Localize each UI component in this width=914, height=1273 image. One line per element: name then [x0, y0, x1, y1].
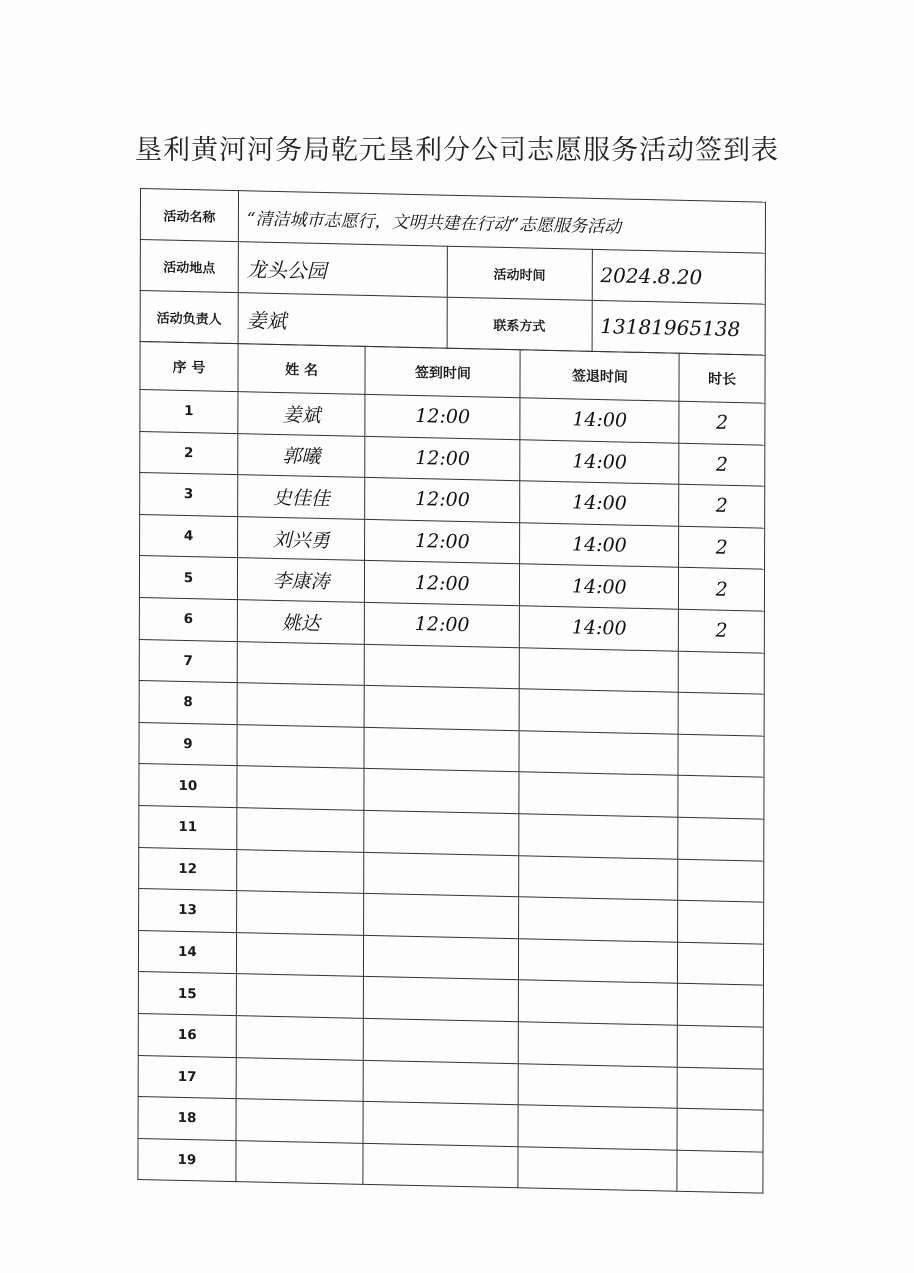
row-name	[237, 641, 365, 685]
row-name	[236, 974, 364, 1018]
row-signout-time: 14:00	[520, 564, 679, 609]
row-signin-time: 12:00	[365, 436, 520, 481]
row-name	[237, 683, 365, 727]
row-signin-time	[363, 1060, 518, 1105]
row-name	[237, 766, 365, 810]
row-duration	[678, 1025, 764, 1068]
row-number: 16	[138, 1013, 236, 1057]
row-name	[236, 1016, 364, 1060]
row-signout-time	[519, 938, 678, 983]
row-signout-time	[518, 1146, 677, 1191]
row-signin-time	[364, 935, 519, 980]
row-name	[236, 1057, 364, 1101]
col-header-name: 姓 名	[238, 344, 366, 395]
row-duration	[677, 1150, 763, 1193]
row-signin-time	[364, 686, 519, 731]
row-number: 7	[139, 639, 237, 683]
row-signin-time	[363, 1101, 518, 1146]
row-signin-time	[363, 1143, 518, 1188]
row-name: 李康涛	[237, 558, 365, 602]
row-number: 9	[139, 722, 237, 766]
row-duration	[678, 942, 764, 985]
page-title: 垦利黄河河务局乾元垦利分公司志愿服务活动签到表	[135, 135, 779, 166]
row-duration: 2	[679, 401, 765, 444]
row-name: 刘兴勇	[237, 516, 365, 560]
row-number: 14	[138, 930, 236, 974]
col-header-signout-time: 签退时间	[520, 350, 679, 401]
row-duration	[678, 984, 764, 1027]
attendance-table	[137, 341, 765, 1194]
row-signout-time	[519, 689, 678, 734]
row-number: 4	[140, 514, 238, 558]
row-signin-time	[364, 977, 519, 1022]
row-duration: 2	[679, 609, 765, 652]
row-number: 2	[140, 431, 238, 475]
row-number: 3	[140, 473, 238, 517]
row-signin-time: 12:00	[365, 478, 520, 523]
attendance-rows	[138, 390, 765, 1194]
row-signin-time	[364, 810, 519, 855]
row-name	[236, 891, 364, 935]
row-signout-time: 14:00	[520, 439, 679, 484]
col-header-number: 序 号	[140, 342, 238, 392]
activity-time-label: 活动时间	[447, 246, 592, 300]
row-number: 11	[139, 805, 237, 849]
row-name	[237, 724, 365, 768]
row-signout-time	[519, 980, 678, 1025]
row-signout-time	[519, 897, 678, 942]
row-name	[236, 1140, 364, 1184]
activity-name-label: 活动名称	[140, 189, 238, 242]
row-duration: 2	[679, 443, 765, 486]
row-name: 史佳佳	[238, 475, 366, 519]
contact-label: 联系方式	[447, 297, 592, 351]
row-signout-time: 14:00	[520, 523, 679, 568]
row-number: 19	[138, 1138, 236, 1182]
row-name	[237, 849, 365, 893]
leader-label: 活动负责人	[140, 291, 238, 344]
row-number: 8	[139, 681, 237, 725]
row-duration	[677, 1108, 763, 1151]
row-signout-time	[519, 814, 678, 859]
row-number: 18	[138, 1097, 236, 1141]
row-duration	[678, 859, 764, 902]
signin-sheet	[137, 188, 766, 1184]
row-signout-time: 14:00	[520, 606, 679, 651]
row-signin-time	[364, 852, 519, 897]
row-number: 10	[139, 764, 237, 808]
activity-time-value: 2024.8.20	[592, 249, 765, 304]
leader-value: 姜斌	[238, 293, 447, 349]
row-signin-time: 12:00	[365, 602, 520, 647]
row-number: 5	[139, 556, 237, 600]
row-duration	[678, 817, 764, 860]
row-signin-time: 12:00	[365, 394, 520, 439]
row-duration	[678, 692, 764, 735]
row-name: 姚达	[237, 600, 365, 644]
row-signin-time	[364, 769, 519, 814]
row-name	[236, 1099, 364, 1143]
row-duration: 2	[679, 526, 765, 569]
row-signin-time	[364, 1018, 519, 1063]
location-label: 活动地点	[140, 240, 238, 293]
row-signin-time: 12:00	[365, 561, 520, 606]
col-header-signin-time: 签到时间	[365, 346, 520, 397]
row-signout-time: 14:00	[520, 398, 679, 443]
row-signout-time	[519, 772, 678, 817]
row-number: 6	[139, 597, 237, 641]
row-signout-time	[519, 731, 678, 776]
row-duration	[678, 776, 764, 819]
row-duration	[678, 734, 764, 777]
col-header-duration: 时长	[679, 353, 765, 403]
row-name	[236, 932, 364, 976]
location-value: 龙头公园	[238, 242, 447, 298]
row-signout-time	[518, 1063, 677, 1108]
row-signin-time	[364, 894, 519, 939]
row-signin-time	[365, 644, 520, 689]
row-duration	[679, 651, 765, 694]
row-signin-time: 12:00	[365, 519, 520, 564]
row-signout-time	[519, 1022, 678, 1067]
activity-info-table	[140, 188, 766, 356]
row-duration	[677, 1067, 763, 1110]
contact-value: 13181965138	[592, 300, 765, 355]
row-duration: 2	[679, 568, 765, 611]
row-number: 1	[140, 390, 238, 434]
row-duration: 2	[679, 484, 765, 527]
row-duration	[678, 900, 764, 943]
row-name: 郭曦	[238, 433, 366, 477]
row-number: 15	[138, 972, 236, 1016]
row-signout-time	[519, 855, 678, 900]
row-signout-time	[519, 647, 678, 692]
row-number: 13	[139, 889, 237, 933]
row-name	[237, 808, 365, 852]
row-signin-time	[364, 727, 519, 772]
activity-name-value: “清洁城市志愿行，文明共建在行动”志愿服务活动	[238, 191, 765, 253]
row-name: 姜斌	[238, 392, 366, 436]
row-number: 12	[139, 847, 237, 891]
row-signout-time	[518, 1105, 677, 1150]
row-number: 17	[138, 1055, 236, 1099]
row-signout-time: 14:00	[520, 481, 679, 526]
